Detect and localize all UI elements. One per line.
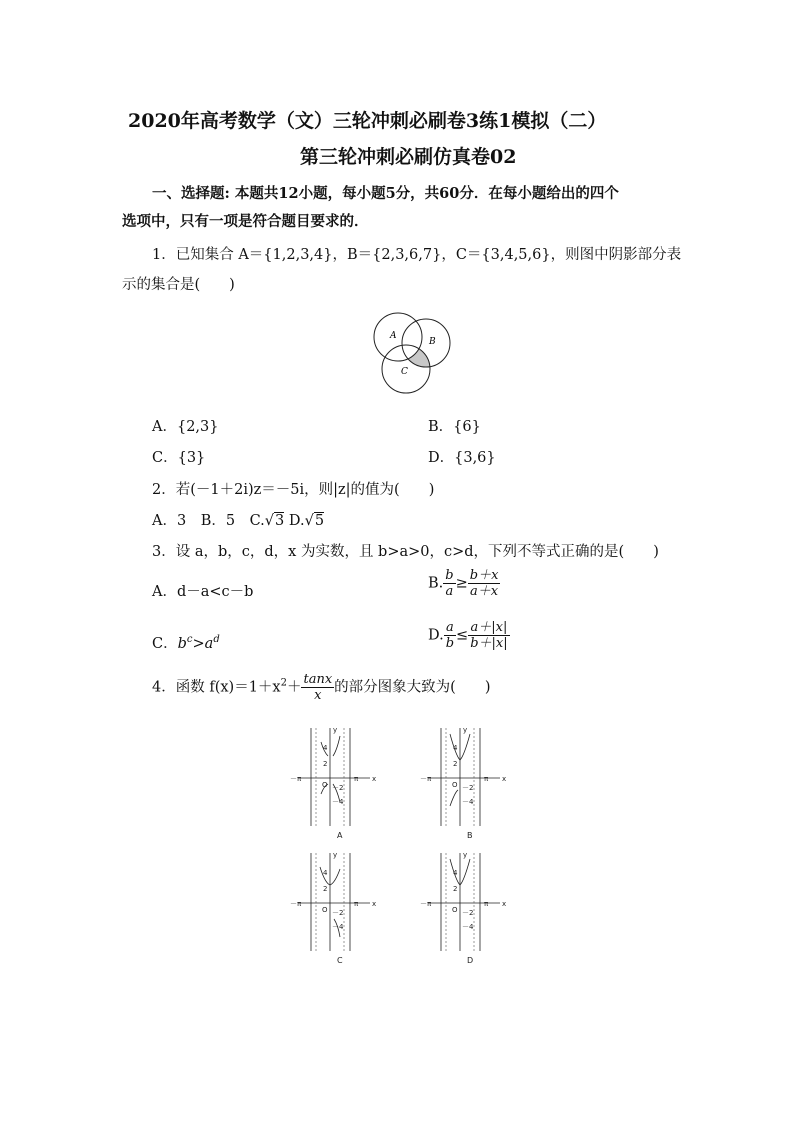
q1-option-a: A．{2,3} [152, 419, 219, 435]
graph-label-b: B [467, 831, 473, 840]
tick-neg4: －4 [462, 798, 474, 806]
venn-label-c: C [401, 367, 408, 377]
tick-neg2: －2 [462, 909, 474, 917]
section-intro-line1: 一、选择题: 本题共12小题，每小题5分，共60分．在每小题给出的四个 [152, 185, 619, 202]
q2-sqrt5: 5 [314, 513, 325, 529]
tick-2: 2 [453, 885, 458, 893]
tick-2: 2 [323, 760, 328, 768]
tick-neg4: －4 [332, 923, 344, 931]
neg-pi-tick: －π [290, 775, 302, 783]
x-axis-label: x [502, 775, 507, 783]
neg-pi-tick: －π [420, 775, 432, 783]
section-intro-line2: 选项中，只有一项是符合题目要求的． [122, 213, 369, 230]
origin-label: O [322, 906, 328, 914]
q1-option-c: C．{3} [152, 450, 206, 466]
tick-4: 4 [453, 744, 458, 752]
y-axis-label: y [333, 726, 338, 734]
y-axis-label: y [463, 726, 468, 734]
graph-panel-d [420, 851, 506, 965]
y-axis-label: y [463, 851, 468, 859]
q1-option-d: D．{3,6} [428, 450, 496, 466]
tick-neg2: －2 [332, 909, 344, 917]
neg-pi-tick: －π [420, 900, 432, 908]
page-title: 2020年高考数学（文）三轮冲刺必刷卷3练1模拟（二） [128, 110, 607, 132]
q1-option-b: B．{6} [428, 419, 481, 435]
q4-stem: 4．函数 $f(x)=1+x^2+$ $\frac{\tan x}{x}$ 的部分图象大致为( ) [152, 672, 491, 703]
q3-option-d: D. $\frac{a}{b}$ ≤ $\frac{a+|x|}{b+|x|}$ [428, 620, 508, 651]
q1-stem-line2: 示的集合是( ) [122, 277, 235, 293]
graph-label-c: C [337, 956, 343, 965]
page-subtitle: 第三轮冲刺必刷仿真卷02 [300, 146, 517, 168]
origin-label: O [452, 781, 458, 789]
q3-option-b: B. $\frac{b}{a}$ ≥ $\frac{b+x}{a+x}$ [428, 568, 499, 599]
q4-graph-options [290, 722, 530, 972]
q3-option-c: C．$b^c>a^d$ [152, 634, 220, 652]
origin-label: O [452, 906, 458, 914]
tick-4: 4 [323, 869, 328, 877]
tick-neg4: －4 [332, 798, 344, 806]
graph-label-d: D [467, 956, 474, 965]
q2-options: A．3 B．5 C.√3 D.√5 [152, 513, 325, 529]
q2-sqrt3: 3 [275, 513, 285, 529]
venn-label-a: A [390, 331, 397, 341]
y-axis-label: y [333, 851, 338, 859]
graph-panel-c [290, 851, 376, 965]
tick-neg4: －4 [462, 923, 474, 931]
pi-tick: π [354, 775, 359, 783]
venn-label-b: B [429, 337, 436, 347]
graph-label-a: A [337, 831, 343, 840]
origin-label: O [322, 781, 328, 789]
x-axis-label: x [372, 900, 377, 908]
pi-tick: π [354, 900, 359, 908]
graph-panel-a [290, 726, 376, 840]
q1-stem-line1: 1．已知集合 A＝{1,2,3,4}，B＝{2,3,6,7}，C＝{3,4,5,6}，则图中阴影部分表 [152, 247, 682, 263]
tick-neg2: －2 [332, 784, 344, 792]
q2-stem: 2．若(－1＋2i)z＝－5i，则|z|的值为( ) [152, 482, 435, 498]
q3-option-a: A．d－a<c－b [152, 584, 254, 600]
neg-pi-tick: －π [290, 900, 302, 908]
x-axis-label: x [502, 900, 507, 908]
tick-2: 2 [323, 885, 328, 893]
pi-tick: π [484, 900, 489, 908]
tick-4: 4 [323, 744, 328, 752]
venn-diagram [370, 310, 456, 396]
x-axis-label: x [372, 775, 377, 783]
curve-branch [333, 736, 340, 756]
graph-panel-b [420, 726, 506, 840]
tick-2: 2 [453, 760, 458, 768]
q3-stem: 3．设 a，b，c，d，x 为实数，且 b>a>0，c>d，下列不等式正确的是( ) [152, 544, 659, 560]
curve-branch [450, 790, 458, 806]
tick-neg2: －2 [462, 784, 474, 792]
pi-tick: π [484, 775, 489, 783]
tick-4: 4 [453, 869, 458, 877]
